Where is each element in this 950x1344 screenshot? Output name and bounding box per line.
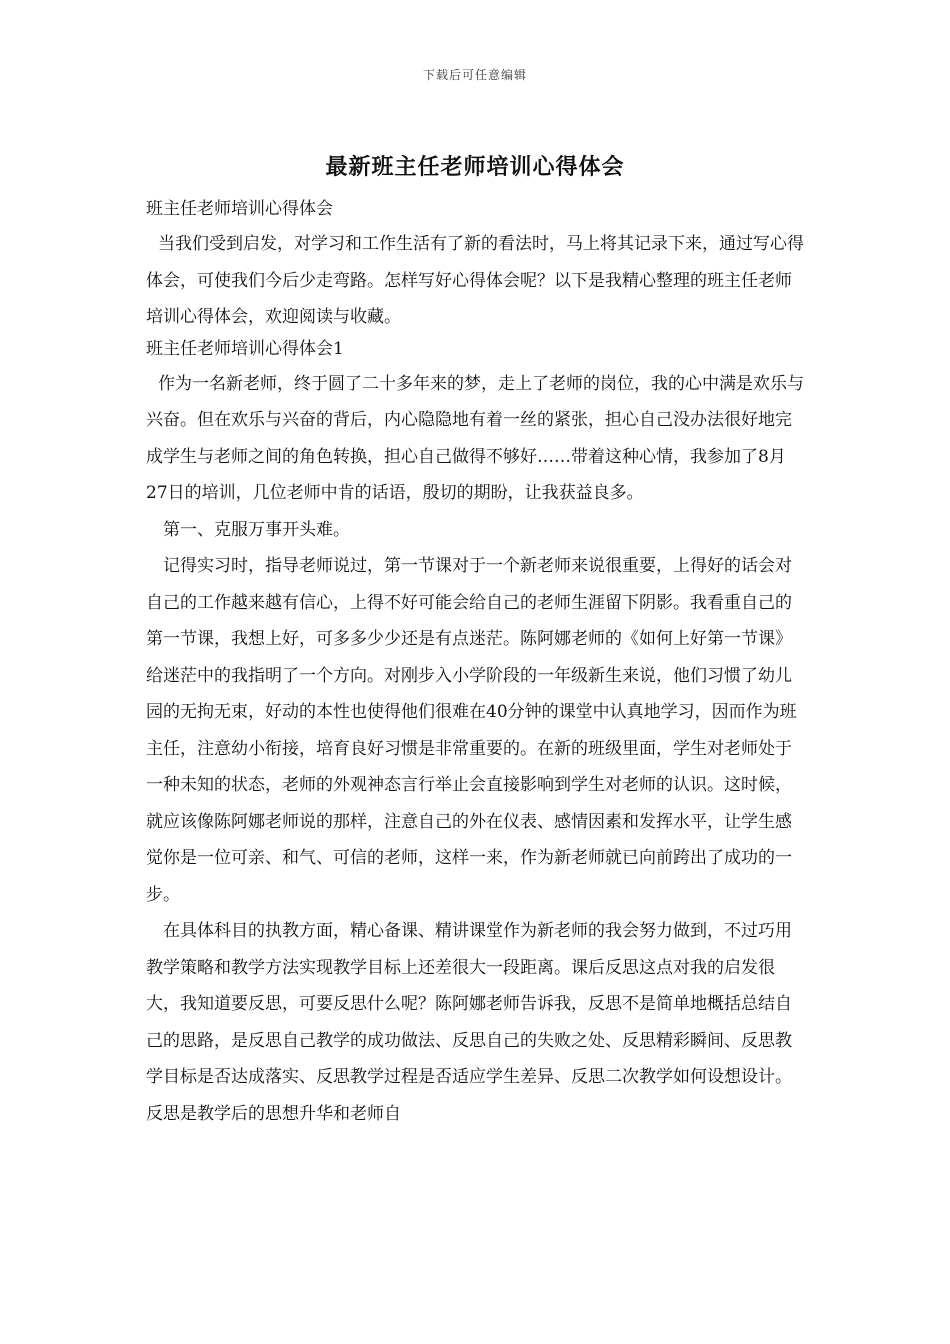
paragraph-2: 记得实习时，指导老师说过，第一节课对于一个新老师来说很重要，上得好的话会对自己的工作越来越有信心，上得不好可能会给自己的老师生涯留下阴影。我看重自己的第一节课，我想上好，可多多少少还是有点迷茫。陈阿娜老师的《如何上好第一节课》给迷茫中的我指明了一个方向。对刚步入小学阶段的一年级新生来说，他们习惯了幼儿园的无拘无束，好动的本性也使得他们很难在40分钟的课堂中认真地学习，因而作为班主任，注意幼小衔接，培育良好习惯是非常重要的。在新的班级里面，学生对老师处于一种未知的状态，老师的外观神态言行举止会直接影响到学生对老师的认识。这时候，就应该像陈阿娜老师说的那样，注意自己的外在仪表、感情因素和发挥水平，让学生感觉你是一位可亲、和气、可信的老师，这样一来，作为新老师就已向前跨出了成功的一步。 <box>146 556 797 905</box>
point-heading-1: 第一、克服万事开头难。 <box>163 519 350 540</box>
paragraph-1: 作为一名新老师，终于圆了二十多年来的梦，走上了老师的岗位，我的心中满是欢乐与兴奋。但在欢乐与兴奋的背后，内心隐隐地有着一丝的紧张，担心自己没办法很好地完成学生与老师之间的角色转换，担心自己做得不够好……带着这种心情，我参加了8月27日的培训，几位老师中肯的话语，殷切的期盼，让我获益良多。 <box>146 373 804 503</box>
subtitle: 班主任老师培训心得体会 <box>146 199 333 219</box>
header-note: 下载后可任意编辑 <box>422 68 527 82</box>
document-title: 最新班主任老师培训心得体会 <box>325 154 625 180</box>
document-body <box>146 196 806 1132</box>
section-heading: 班主任老师培训心得体会1 <box>146 338 344 359</box>
paragraph-3: 在具体科目的执教方面，精心备课、精讲课堂作为新老师的我会努力做到，不过巧用教学策略和教学方法实现教学目标上还差很大一段距离。课后反思这点对我的启发很大，我知道要反思，可要反思什么呢？陈阿娜老师告诉我，反思不是简单地概括总结自己的思路，是反思自己教学的成功做法、反思自己的失败之处、反思精彩瞬间、反思教学目标是否达成落实、反思教学过程是否适应学生差异、反思二次教学如何设想设计。反思是教学后的思想升华和老师自 <box>146 921 792 1124</box>
intro-paragraph: 当我们受到启发，对学习和工作生活有了新的看法时，马上将其记录下来，通过写心得体会，可使我们今后少走弯路。怎样写好心得体会呢？以下是我精心整理的班主任老师培训心得体会，欢迎阅读与收藏。 <box>146 234 804 327</box>
